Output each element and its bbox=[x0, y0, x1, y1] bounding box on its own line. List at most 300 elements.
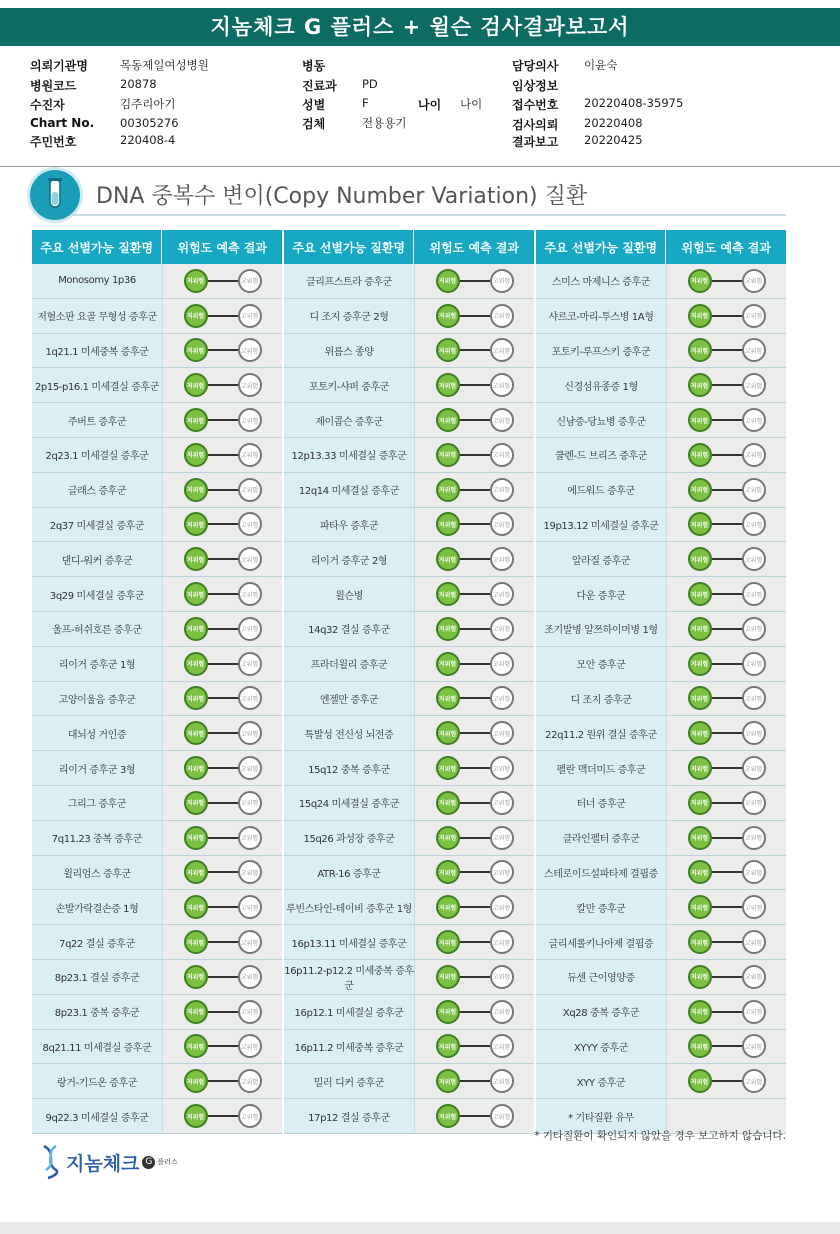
table-row bbox=[32, 1099, 282, 1134]
low-risk-indicator: 저위험 bbox=[184, 338, 208, 362]
section-divider bbox=[70, 214, 786, 216]
disease-name: 펠란 맥더미드 증후군 bbox=[536, 751, 667, 785]
table-header bbox=[32, 230, 282, 264]
disease-name: 9q22.3 미세결실 증후군 bbox=[32, 1099, 163, 1133]
table-row bbox=[284, 473, 534, 508]
high-risk-indicator: 고위험 bbox=[238, 1034, 262, 1058]
risk-result bbox=[163, 542, 282, 576]
risk-result bbox=[163, 1064, 282, 1098]
disease-name: 손발가락결손증 1형 bbox=[32, 890, 163, 924]
risk-connector bbox=[460, 663, 490, 665]
table-row bbox=[32, 786, 282, 821]
table-row bbox=[284, 856, 534, 891]
table-row bbox=[284, 786, 534, 821]
table-row bbox=[284, 960, 534, 995]
table-row bbox=[32, 577, 282, 612]
table-row bbox=[32, 890, 282, 925]
disease-name: 클라인펠터 증후군 bbox=[536, 821, 667, 855]
risk-connector bbox=[460, 454, 490, 456]
code-value: 20878 bbox=[120, 77, 157, 91]
high-risk-indicator: 고위험 bbox=[490, 756, 514, 780]
high-risk-indicator: 고위험 bbox=[490, 895, 514, 919]
dept-label: 진료과 bbox=[302, 79, 337, 93]
risk-connector bbox=[460, 871, 490, 873]
high-risk-indicator: 고위험 bbox=[742, 1000, 766, 1024]
risk-result bbox=[415, 821, 534, 855]
id-label: 주민번호 bbox=[30, 135, 77, 149]
low-risk-indicator: 저위험 bbox=[184, 826, 208, 850]
table-header bbox=[536, 230, 786, 264]
table-row bbox=[536, 403, 786, 438]
risk-result bbox=[415, 995, 534, 1029]
risk-connector bbox=[208, 593, 238, 595]
disease-name: 루빈스타인-테이비 증후군 1형 bbox=[284, 890, 415, 924]
risk-connector bbox=[460, 315, 490, 317]
table-row bbox=[32, 264, 282, 299]
table-row bbox=[284, 751, 534, 786]
risk-connector bbox=[208, 489, 238, 491]
risk-result bbox=[415, 403, 534, 437]
section-header bbox=[30, 170, 790, 220]
low-risk-indicator: 저위험 bbox=[436, 338, 460, 362]
disease-name: 7q22 결실 증후군 bbox=[32, 925, 163, 959]
high-risk-indicator: 고위험 bbox=[490, 338, 514, 362]
risk-connector bbox=[208, 976, 238, 978]
table-row bbox=[284, 890, 534, 925]
risk-result bbox=[667, 264, 786, 298]
low-risk-indicator: 저위험 bbox=[688, 478, 712, 502]
low-risk-indicator: 저위험 bbox=[436, 1069, 460, 1093]
risk-connector bbox=[208, 523, 238, 525]
low-risk-indicator: 저위험 bbox=[184, 860, 208, 884]
risk-connector bbox=[460, 1115, 490, 1117]
page-bottom-bar bbox=[0, 1222, 840, 1234]
table-row bbox=[284, 716, 534, 751]
patient-info-panel bbox=[0, 46, 840, 167]
disease-name: 포토키-샤퍼 증후군 bbox=[284, 368, 415, 402]
low-risk-indicator: 저위험 bbox=[436, 547, 460, 571]
disease-name: 22q11.2 원위 결실 증후군 bbox=[536, 716, 667, 750]
patient-label: 수진자 bbox=[30, 98, 65, 112]
risk-result bbox=[415, 508, 534, 542]
disease-name: 주버트 증후군 bbox=[32, 403, 163, 437]
ward-label: 병동 bbox=[302, 59, 326, 73]
table-row bbox=[32, 682, 282, 717]
high-risk-indicator: 고위험 bbox=[238, 895, 262, 919]
risk-result bbox=[667, 299, 786, 333]
table-row bbox=[536, 1064, 786, 1099]
risk-connector bbox=[208, 941, 238, 943]
risk-connector bbox=[460, 732, 490, 734]
table-row bbox=[284, 1064, 534, 1099]
table-row bbox=[284, 925, 534, 960]
table-row bbox=[536, 299, 786, 334]
low-risk-indicator: 저위험 bbox=[184, 1104, 208, 1128]
disease-name: 윌리엄스 증후군 bbox=[32, 856, 163, 890]
low-risk-indicator: 저위험 bbox=[688, 582, 712, 606]
risk-connector bbox=[712, 593, 742, 595]
request-value: 20220408 bbox=[584, 116, 643, 130]
disease-name: 3q29 미세결실 증후군 bbox=[32, 577, 163, 611]
high-risk-indicator: 고위험 bbox=[238, 930, 262, 954]
specimen-label: 검체 bbox=[302, 117, 326, 131]
sex-value: F bbox=[362, 96, 369, 110]
high-risk-indicator: 고위험 bbox=[238, 373, 262, 397]
high-risk-indicator: 고위험 bbox=[742, 547, 766, 571]
risk-result bbox=[667, 612, 786, 646]
disease-name: 리이거 증후군 2형 bbox=[284, 542, 415, 576]
high-risk-indicator: 고위험 bbox=[238, 721, 262, 745]
high-risk-indicator: 고위험 bbox=[742, 721, 766, 745]
risk-connector bbox=[712, 315, 742, 317]
logo-g-mark: G bbox=[142, 1156, 155, 1169]
risk-connector bbox=[460, 1080, 490, 1082]
table-row bbox=[284, 612, 534, 647]
table-row bbox=[32, 438, 282, 473]
high-risk-indicator: 고위험 bbox=[742, 338, 766, 362]
high-risk-indicator: 고위험 bbox=[238, 1069, 262, 1093]
high-risk-indicator: 고위험 bbox=[238, 686, 262, 710]
high-risk-indicator: 고위험 bbox=[742, 304, 766, 328]
low-risk-indicator: 저위험 bbox=[436, 930, 460, 954]
high-risk-indicator: 고위험 bbox=[742, 1069, 766, 1093]
table-row bbox=[32, 334, 282, 369]
disease-name: 스테로이드설파타제 결핍증 bbox=[536, 856, 667, 890]
table-row bbox=[536, 960, 786, 995]
low-risk-indicator: 저위험 bbox=[688, 304, 712, 328]
high-risk-indicator: 고위험 bbox=[238, 1000, 262, 1024]
risk-result bbox=[415, 786, 534, 820]
high-risk-indicator: 고위험 bbox=[238, 791, 262, 815]
id-value: 220408-4 bbox=[120, 133, 176, 147]
low-risk-indicator: 저위험 bbox=[688, 826, 712, 850]
risk-result bbox=[163, 682, 282, 716]
disease-name: 샤르코-마리-투스병 1A형 bbox=[536, 299, 667, 333]
low-risk-indicator: 저위험 bbox=[436, 304, 460, 328]
report-title: 지놈체크 G 플러스 + 윌슨 검사결과보고서 bbox=[0, 8, 840, 46]
risk-result bbox=[163, 612, 282, 646]
risk-connector bbox=[460, 419, 490, 421]
high-risk-indicator: 고위험 bbox=[742, 895, 766, 919]
risk-result bbox=[163, 716, 282, 750]
table-row bbox=[32, 925, 282, 960]
header-result: 위험도 예측 결과 bbox=[681, 240, 771, 255]
disease-name: Xq28 중복 증후군 bbox=[536, 995, 667, 1029]
footnote: * 기타질환이 확인되지 않았을 경우 보고하지 않습니다. bbox=[534, 1130, 786, 1142]
table-row bbox=[284, 368, 534, 403]
header-disease: 주요 선별가능 질환명 bbox=[536, 230, 666, 264]
disease-name: 8p23.1 결실 증후군 bbox=[32, 960, 163, 994]
risk-result bbox=[163, 403, 282, 437]
low-risk-indicator: 저위험 bbox=[688, 617, 712, 641]
table-row bbox=[32, 751, 282, 786]
low-risk-indicator: 저위험 bbox=[184, 965, 208, 989]
risk-result bbox=[667, 890, 786, 924]
risk-result bbox=[667, 821, 786, 855]
patient-value: 김주리아기 bbox=[120, 97, 176, 111]
risk-result bbox=[415, 612, 534, 646]
risk-connector bbox=[712, 906, 742, 908]
disease-name: 울프-허쉬호른 증후군 bbox=[32, 612, 163, 646]
risk-connector bbox=[460, 523, 490, 525]
low-risk-indicator: 저위험 bbox=[688, 512, 712, 536]
chart-value: 00305276 bbox=[120, 116, 179, 130]
risk-result bbox=[415, 1099, 534, 1133]
table-row bbox=[32, 960, 282, 995]
low-risk-indicator: 저위험 bbox=[436, 512, 460, 536]
low-risk-indicator: 저위험 bbox=[436, 582, 460, 606]
high-risk-indicator: 고위험 bbox=[238, 652, 262, 676]
low-risk-indicator: 저위험 bbox=[436, 756, 460, 780]
risk-connector bbox=[712, 871, 742, 873]
high-risk-indicator: 고위험 bbox=[742, 373, 766, 397]
risk-connector bbox=[208, 349, 238, 351]
header-disease: 주요 선별가능 질환명 bbox=[32, 230, 162, 264]
risk-connector bbox=[208, 454, 238, 456]
risk-result bbox=[163, 647, 282, 681]
header-result: 위험도 예측 결과 bbox=[429, 240, 519, 255]
low-risk-indicator: 저위험 bbox=[688, 373, 712, 397]
risk-connector bbox=[712, 349, 742, 351]
risk-result bbox=[163, 786, 282, 820]
disease-name: 8q21.11 미세결실 증후군 bbox=[32, 1030, 163, 1064]
disease-name: 터너 증후군 bbox=[536, 786, 667, 820]
high-risk-indicator: 고위험 bbox=[490, 443, 514, 467]
table-row bbox=[32, 299, 282, 334]
table-row bbox=[536, 716, 786, 751]
dept-value: PD bbox=[362, 77, 378, 91]
disease-name: 15q12 중복 증후군 bbox=[284, 751, 415, 785]
risk-connector bbox=[712, 1011, 742, 1013]
risk-connector bbox=[208, 384, 238, 386]
table-row bbox=[284, 1099, 534, 1134]
risk-result bbox=[667, 960, 786, 994]
disease-name: 19p13.12 미세결실 증후군 bbox=[536, 508, 667, 542]
risk-result bbox=[415, 334, 534, 368]
chart-label: Chart No. bbox=[30, 116, 95, 130]
risk-result bbox=[163, 299, 282, 333]
low-risk-indicator: 저위험 bbox=[436, 895, 460, 919]
code-label: 병원코드 bbox=[30, 79, 77, 93]
table-row bbox=[32, 995, 282, 1030]
risk-connector bbox=[712, 489, 742, 491]
risk-connector bbox=[208, 697, 238, 699]
request-label: 검사의뢰 bbox=[512, 118, 559, 132]
risk-result bbox=[667, 334, 786, 368]
hospital-label: 의뢰기관명 bbox=[30, 59, 88, 73]
risk-result bbox=[163, 508, 282, 542]
risk-connector bbox=[208, 837, 238, 839]
disease-name: 2q37 미세결실 증후군 bbox=[32, 508, 163, 542]
table-row bbox=[32, 1030, 282, 1065]
risk-connector bbox=[460, 384, 490, 386]
table-row bbox=[284, 682, 534, 717]
risk-connector bbox=[712, 697, 742, 699]
low-risk-indicator: 저위험 bbox=[436, 1104, 460, 1128]
risk-result bbox=[415, 960, 534, 994]
report-date-value: 20220425 bbox=[584, 133, 643, 147]
risk-connector bbox=[712, 767, 742, 769]
table-row bbox=[536, 995, 786, 1030]
risk-result bbox=[667, 508, 786, 542]
low-risk-indicator: 저위험 bbox=[184, 652, 208, 676]
high-risk-indicator: 고위험 bbox=[742, 1034, 766, 1058]
table-row bbox=[536, 1030, 786, 1065]
high-risk-indicator: 고위험 bbox=[238, 582, 262, 606]
risk-result bbox=[415, 682, 534, 716]
risk-connector bbox=[712, 941, 742, 943]
disease-name: 14q32 결실 증후군 bbox=[284, 612, 415, 646]
risk-result bbox=[163, 1099, 282, 1133]
disease-name: 12q14 미세결실 증후군 bbox=[284, 473, 415, 507]
high-risk-indicator: 고위험 bbox=[742, 408, 766, 432]
high-risk-indicator: 고위험 bbox=[490, 826, 514, 850]
table-row bbox=[32, 647, 282, 682]
risk-connector bbox=[460, 1011, 490, 1013]
risk-connector bbox=[712, 732, 742, 734]
disease-name: 위름스 종양 bbox=[284, 334, 415, 368]
risk-result bbox=[667, 1030, 786, 1064]
risk-result bbox=[415, 890, 534, 924]
high-risk-indicator: 고위험 bbox=[742, 617, 766, 641]
dna-helix-icon bbox=[40, 1144, 62, 1180]
disease-name: 리이거 증후군 3형 bbox=[32, 751, 163, 785]
risk-result bbox=[415, 368, 534, 402]
low-risk-indicator: 저위험 bbox=[436, 373, 460, 397]
disease-name: 1q21.1 미세중복 증후군 bbox=[32, 334, 163, 368]
risk-connector bbox=[208, 802, 238, 804]
disease-name: 디 조지 증후군 bbox=[536, 682, 667, 716]
disease-name: 저혈소판 요골 무형성 증후군 bbox=[32, 299, 163, 333]
risk-result bbox=[163, 925, 282, 959]
risk-result bbox=[163, 1030, 282, 1064]
disease-name: 신남증-당뇨병 증후군 bbox=[536, 403, 667, 437]
low-risk-indicator: 저위험 bbox=[688, 652, 712, 676]
logo-text: 지놈체크 bbox=[66, 1152, 140, 1175]
low-risk-indicator: 저위험 bbox=[688, 895, 712, 919]
high-risk-indicator: 고위험 bbox=[490, 547, 514, 571]
high-risk-indicator: 고위험 bbox=[238, 443, 262, 467]
low-risk-indicator: 저위험 bbox=[688, 443, 712, 467]
high-risk-indicator: 고위험 bbox=[742, 826, 766, 850]
low-risk-indicator: 저위험 bbox=[688, 1069, 712, 1093]
low-risk-indicator: 저위험 bbox=[184, 408, 208, 432]
table-row bbox=[536, 542, 786, 577]
table-row bbox=[284, 1030, 534, 1065]
risk-connector bbox=[712, 1080, 742, 1082]
risk-result bbox=[667, 786, 786, 820]
disease-name: 7q11.23 중복 증후군 bbox=[32, 821, 163, 855]
high-risk-indicator: 고위험 bbox=[742, 930, 766, 954]
disease-name: 에드워드 증후군 bbox=[536, 473, 667, 507]
table-row bbox=[32, 856, 282, 891]
header-result: 위험도 예측 결과 bbox=[177, 240, 267, 255]
table-row bbox=[284, 995, 534, 1030]
low-risk-indicator: 저위험 bbox=[436, 652, 460, 676]
low-risk-indicator: 저위험 bbox=[436, 791, 460, 815]
disease-name: ATR-16 증후군 bbox=[284, 856, 415, 890]
low-risk-indicator: 저위험 bbox=[184, 582, 208, 606]
risk-connector bbox=[208, 1011, 238, 1013]
risk-connector bbox=[712, 523, 742, 525]
low-risk-indicator: 저위험 bbox=[436, 1034, 460, 1058]
table-row bbox=[536, 508, 786, 543]
table-row bbox=[32, 612, 282, 647]
low-risk-indicator: 저위험 bbox=[184, 269, 208, 293]
risk-connector bbox=[208, 767, 238, 769]
high-risk-indicator: 고위험 bbox=[490, 1034, 514, 1058]
high-risk-indicator: 고위험 bbox=[490, 1000, 514, 1024]
low-risk-indicator: 저위험 bbox=[184, 547, 208, 571]
high-risk-indicator: 고위험 bbox=[490, 304, 514, 328]
low-risk-indicator: 저위험 bbox=[436, 408, 460, 432]
low-risk-indicator: 저위험 bbox=[436, 269, 460, 293]
risk-result bbox=[163, 856, 282, 890]
disease-name: 리이거 증후군 1형 bbox=[32, 647, 163, 681]
risk-connector bbox=[712, 384, 742, 386]
disease-name: * 기타질환 유무 bbox=[536, 1099, 667, 1133]
high-risk-indicator: 고위험 bbox=[238, 547, 262, 571]
disease-name: 특발성 전신성 뇌전증 bbox=[284, 716, 415, 750]
low-risk-indicator: 저위험 bbox=[184, 686, 208, 710]
disease-name: 글리세롤키나아제 결핍증 bbox=[536, 925, 667, 959]
low-risk-indicator: 저위험 bbox=[688, 1034, 712, 1058]
table-row bbox=[536, 682, 786, 717]
risk-table-1 bbox=[32, 230, 282, 1134]
high-risk-indicator: 고위험 bbox=[490, 582, 514, 606]
risk-result bbox=[667, 542, 786, 576]
high-risk-indicator: 고위험 bbox=[238, 338, 262, 362]
risk-result bbox=[415, 647, 534, 681]
risk-result bbox=[163, 821, 282, 855]
low-risk-indicator: 저위험 bbox=[688, 686, 712, 710]
risk-connector bbox=[208, 1080, 238, 1082]
risk-connector bbox=[208, 663, 238, 665]
disease-name: 12p13.33 미세결실 증후군 bbox=[284, 438, 415, 472]
disease-name: 16p13.11 미세결실 증후군 bbox=[284, 925, 415, 959]
risk-connector bbox=[208, 871, 238, 873]
risk-result bbox=[667, 925, 786, 959]
disease-name: 글래스 증후군 bbox=[32, 473, 163, 507]
table-row bbox=[284, 299, 534, 334]
disease-name: 파타우 증후군 bbox=[284, 508, 415, 542]
table-row bbox=[536, 368, 786, 403]
risk-result bbox=[415, 1064, 534, 1098]
risk-table-2 bbox=[284, 230, 534, 1134]
high-risk-indicator: 고위험 bbox=[490, 617, 514, 641]
risk-result bbox=[163, 577, 282, 611]
high-risk-indicator: 고위험 bbox=[742, 269, 766, 293]
risk-result bbox=[415, 1030, 534, 1064]
risk-result bbox=[667, 995, 786, 1029]
high-risk-indicator: 고위험 bbox=[490, 408, 514, 432]
disease-name: 프라더윌리 증후군 bbox=[284, 647, 415, 681]
disease-name: 제이콥슨 증후군 bbox=[284, 403, 415, 437]
risk-connector bbox=[712, 454, 742, 456]
table-row bbox=[284, 647, 534, 682]
risk-connector bbox=[460, 976, 490, 978]
high-risk-indicator: 고위험 bbox=[238, 826, 262, 850]
high-risk-indicator: 고위험 bbox=[490, 1069, 514, 1093]
test-tube-icon bbox=[30, 170, 80, 220]
high-risk-indicator: 고위험 bbox=[490, 686, 514, 710]
low-risk-indicator: 저위험 bbox=[184, 617, 208, 641]
table-row bbox=[536, 751, 786, 786]
high-risk-indicator: 고위험 bbox=[742, 756, 766, 780]
low-risk-indicator: 저위험 bbox=[184, 895, 208, 919]
low-risk-indicator: 저위험 bbox=[436, 686, 460, 710]
risk-connector bbox=[460, 1045, 490, 1047]
